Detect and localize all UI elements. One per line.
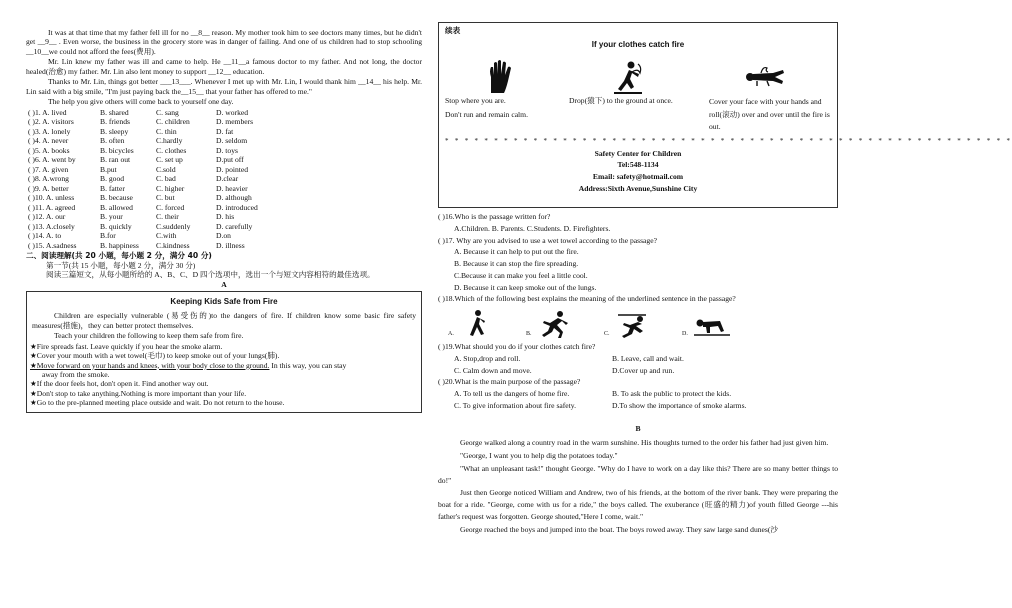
question-19-options	[454, 353, 838, 377]
question-option-b: B. fatter	[100, 183, 125, 193]
question-option-a: ( )9. A. better	[28, 183, 69, 193]
cloze-question-row	[28, 184, 422, 193]
figure-d	[682, 309, 732, 339]
question-option-a: ( )3. A. lonely	[28, 126, 71, 136]
question-option-d: D.put off	[216, 155, 244, 165]
question-option-d: D. pointed	[216, 164, 249, 174]
question-option-c: C. clothes	[156, 145, 187, 155]
tip-1: ★Fire spreads fast. Leave quickly if you hear the smoke alarm.	[30, 341, 223, 351]
intro-paragraph-1: It was at that time that my father fell ill for no __8__ reason. My mother took him to see doctors many times, but he didn't get __9__ . Even worse, the business in the grocery store was in danger of failing. And one of us children had to stop schooling __10__we could not afford the fees(费用).	[26, 28, 422, 56]
intro-paragraph-3: Thanks to Mr. Lin, things got better ___13___. Whenever I met up with Mr. Lin, I would thank him __14__ his help. Mr. Lin said with a big smile, "I'm just paying back the__15__ that your father has offered to me."	[26, 77, 422, 96]
jumping-person-icon	[610, 309, 654, 339]
cloze-question-row	[28, 155, 422, 164]
question-option-b: B.for	[100, 231, 116, 241]
question-option-c: C.kindness	[156, 240, 190, 250]
question-option-d: D. toys	[216, 145, 238, 155]
poster-tip-1	[445, 96, 563, 132]
passage-a-letter: A	[221, 279, 227, 289]
question-option-c: C.hardly	[156, 136, 183, 146]
cloze-question-row	[28, 174, 422, 183]
poster-tip-3: Cover your face with your hands and roll(滚动) over and over until the fire is out.	[709, 97, 830, 131]
poster-tip-1-line-2: Don't run and remain calm.	[445, 109, 528, 119]
question-option-c: C.suddenly	[156, 221, 191, 231]
question-20-option-b: B. To ask the public to protect the kids.	[612, 389, 732, 399]
question-option-d: D. members	[216, 117, 254, 127]
question-option-d: D.on	[216, 231, 231, 241]
passage-b-paragraph-2: "George, I want you to help dig the potatoes today."	[460, 450, 618, 460]
poster-title: If your clothes catch fire	[591, 40, 685, 50]
question-20-option-d: D.To show the importance of smoke alarms.	[612, 400, 747, 410]
box-title: Keeping Kids Safe from Fire	[170, 297, 278, 307]
question-option-b: B. quickly	[100, 221, 132, 231]
question-18-figures	[448, 309, 838, 339]
question-option-b: B. sleepy	[100, 126, 129, 136]
right-column	[438, 0, 1012, 536]
question-option-b: B. bicycles	[100, 145, 134, 155]
cloze-question-row	[28, 241, 422, 250]
cloze-question-row	[28, 231, 422, 240]
question-option-c: C. set up	[156, 155, 183, 165]
star-divider: * * * * * * * * * * * * * * * * * * * * * * * * * * * * * * * * * * * * * * * * * * * * * * * * * * * * * * * * * *	[445, 136, 1012, 145]
question-option-d: D. fat	[216, 126, 234, 136]
intro-paragraph-4: The help you give others will come back to yourself one day.	[48, 97, 234, 107]
question-option-d: D. illness	[216, 240, 245, 250]
question-option-c: C. their	[156, 212, 179, 222]
question-option-d: D. introduced	[216, 202, 258, 212]
question-19-option-b: B. Leave, call and wait.	[612, 353, 684, 363]
roll-person-icon	[743, 64, 787, 90]
question-option-d: D. although	[216, 193, 252, 203]
passage-b	[438, 437, 838, 535]
figure-d-label: D.	[682, 330, 688, 337]
walking-person-icon	[454, 309, 498, 339]
tip-3	[30, 361, 416, 370]
question-option-a: ( )12. A. our	[28, 212, 66, 222]
crawling-person-icon	[688, 309, 732, 339]
question-option-a: ( )6. A. went by	[28, 155, 76, 165]
section-heading: 二、阅读理解(共 20 小题，每小题 2 分，满分 40 分)	[26, 251, 212, 261]
passage-b-paragraph-3: "What an unpleasant task!" thought George. "Why do I have to work on a day like this? There are so many better things to do!"	[438, 463, 838, 485]
question-option-a: ( )8. A.wrong	[28, 174, 69, 184]
center-name: Safety Center for Children	[594, 148, 682, 158]
question-option-d: D.clear	[216, 174, 239, 184]
contact-info	[445, 148, 831, 195]
question-option-c: C. higher	[156, 183, 185, 193]
running-person-icon	[532, 309, 576, 339]
poster-tip-1-line-1: Stop where you are.	[445, 96, 506, 106]
question-option-d: D. seldom	[216, 136, 248, 146]
question-option-c: C. bad	[156, 174, 176, 184]
question-option-a: ( )1. A. lived	[28, 107, 67, 117]
question-20-options	[454, 388, 838, 412]
box-paragraph-1: Children are especially vulnerable (易受伤的)to the dangers of fire. If children know some basic fire safety measures(措施)，they can better protect themselves.	[32, 311, 416, 330]
question-option-a: ( )4. A. never	[28, 136, 69, 146]
question-20: ( )20.What is the main purpose of the passage?	[438, 377, 581, 387]
tip-2: ★Cover your mouth with a wet towel(毛巾) to keep smoke out of your lungs(肺).	[30, 351, 280, 361]
tip-5: ★Don't stop to take anything.Nothing is more important than your life.	[30, 388, 247, 398]
question-option-b: B. friends	[100, 117, 130, 127]
intro-paragraph-2: Mr. Lin knew my father was ill and came to help. He __11__a famous doctor to my father. And not long, the doctor healed(治愈) my father. Mr. Lin also lent money to support __12__ education.	[26, 57, 422, 76]
question-19-option-a: A. Stop,drop and roll.	[454, 353, 521, 363]
part-one-heading: 第一节(共 15 小题，每小题 2 分，满分 30 分)	[46, 260, 196, 270]
question-16: ( )16.Who is the passage written for?	[438, 212, 551, 221]
question-option-a: ( )10. A. unless	[28, 193, 75, 203]
reading-instructions: 阅读三篇短文，从每小题所给的 A、B、C、D 四个选项中，选出一个与短文内容相符的最佳选项。	[46, 270, 375, 280]
poster-box	[438, 22, 1012, 208]
question-option-b: B. shared	[100, 107, 129, 117]
question-option-b: B. good	[100, 174, 125, 184]
question-option-d: D. worked	[216, 107, 249, 117]
question-option-d: D. heavier	[216, 183, 248, 193]
tip-6: ★Go to the pre-planned meeting place outside and wait. Do not return to the house.	[30, 398, 285, 408]
question-option-c: C.sold	[156, 164, 176, 174]
question-option-a: ( )5. A. books	[28, 145, 70, 155]
figure-a-label: A.	[448, 330, 454, 337]
left-column	[26, 0, 422, 413]
center-email: Email: safety@hotmail.com	[592, 172, 684, 182]
drop-person-icon	[612, 59, 646, 95]
question-option-d: D. carefully	[216, 221, 253, 231]
figure-a	[448, 309, 498, 339]
question-option-d: D. his	[216, 212, 235, 222]
question-18: ( )18.Which of the following best explains the meaning of the underlined sentence in the passage?	[438, 294, 736, 304]
question-option-c: C. but	[156, 193, 175, 203]
cloze-question-row	[28, 117, 422, 126]
question-option-c: C.with	[156, 231, 177, 241]
question-option-a: ( )2. A. visitors	[28, 117, 74, 127]
question-17-option-c: C.Because it can make you feel a little cool.	[454, 270, 588, 280]
figure-b-label: B.	[526, 330, 532, 337]
passage-b-paragraph-1: George walked along a country road in the warm sunshine. His thoughts turned to the order his father had just given him.	[460, 438, 829, 448]
question-option-b: B. allowed	[100, 202, 133, 212]
center-address: Address:Sixth Avenue,Sunshine City	[578, 183, 698, 193]
cloze-question-row	[28, 165, 422, 174]
question-option-c: C. children	[156, 117, 190, 127]
passage-b-letter: B	[635, 423, 641, 433]
question-19-option-c: C. Calm down and move.	[454, 365, 532, 375]
questions-16-20	[438, 211, 838, 412]
question-17: ( )17. Why are you advised to use a wet towel according to the passage?	[438, 235, 657, 245]
figure-c-label: C.	[604, 330, 610, 337]
figure-b	[526, 309, 576, 339]
cloze-question-row	[28, 136, 422, 145]
question-option-b: B. ran out	[100, 155, 131, 165]
question-option-b: B. often	[100, 136, 125, 146]
question-20-option-c: C. To give information about fire safety.	[454, 400, 576, 410]
poster-tip-2: Drop(猿下) to the ground at once.	[569, 96, 673, 106]
tip-4: ★If the door feels hot, don't open it. Find another way out.	[30, 379, 209, 389]
cloze-question-row	[28, 146, 422, 155]
poster-tips	[445, 96, 831, 132]
question-17-option-b: B. Because it can stop the fire spreading.	[454, 259, 579, 269]
question-option-a: ( )15. A.sadness	[28, 240, 77, 250]
tip-3-continued: away from the smoke.	[42, 369, 110, 379]
stop-hand-icon	[485, 59, 515, 95]
cloze-question-row	[28, 193, 422, 202]
cloze-question-row	[28, 212, 422, 221]
question-17-option-a: A. Because it can help to put out the fire.	[454, 247, 579, 257]
question-option-c: C. sang	[156, 107, 179, 117]
poster-icons	[485, 60, 787, 94]
question-option-c: C. thin	[156, 126, 177, 136]
question-option-b: B.put	[100, 164, 117, 174]
question-option-a: ( )11. A. agreed	[28, 202, 76, 212]
cloze-question-row	[28, 127, 422, 136]
figure-c	[604, 309, 654, 339]
question-option-b: B. your	[100, 212, 123, 222]
tip-3-rest: In this way, you can stay	[269, 360, 347, 370]
question-20-option-a: A. To tell us the dangers of home fire.	[454, 389, 570, 399]
question-17-option-d: D. Because it can keep smoke out of the lungs.	[454, 282, 597, 292]
tip-3-underlined: ★Move forward on your hands and knees, with your body close to the ground.	[30, 360, 270, 370]
cloze-question-row	[28, 108, 422, 117]
cloze-question-list	[26, 108, 422, 250]
question-option-a: ( )13. A.closely	[28, 221, 75, 231]
cloze-question-row	[28, 203, 422, 212]
question-option-b: B. happiness	[100, 240, 139, 250]
continued-label: 续表	[445, 26, 461, 35]
question-19: ( )19.What should you do if your clothes catch fire?	[438, 342, 596, 352]
fire-safety-box	[26, 291, 422, 413]
question-option-c: C. forced	[156, 202, 185, 212]
question-option-b: B. because	[100, 193, 133, 203]
question-option-a: ( )7. A. given	[28, 164, 69, 174]
passage-b-paragraph-4: Just then George noticed William and Andrew, two of his friends, at the bottom of the river bank. They were preparing the boat for a ride. "George, come with us for a ride," the boys called. The exuberance (旺盛的精力)of youth filled George ---his father's request was forgotten. George shouted,"Here I come, wait."	[438, 488, 838, 521]
passage-b-paragraph-5: George reached the boys and jumped into the boat. The boys rowed away. They saw large sand dunes(沙	[460, 524, 779, 534]
question-19-option-d: D.Cover up and run.	[612, 365, 675, 375]
center-tel: Tel:548-1134	[617, 160, 659, 170]
cloze-question-row	[28, 222, 422, 231]
question-16-options: A.Children. B. Parents. C.Students. D. Firefighters.	[454, 223, 611, 233]
box-paragraph-2: Teach your children the following to keep them safe from fire.	[54, 331, 244, 341]
question-option-a: ( )14. A. to	[28, 231, 62, 241]
